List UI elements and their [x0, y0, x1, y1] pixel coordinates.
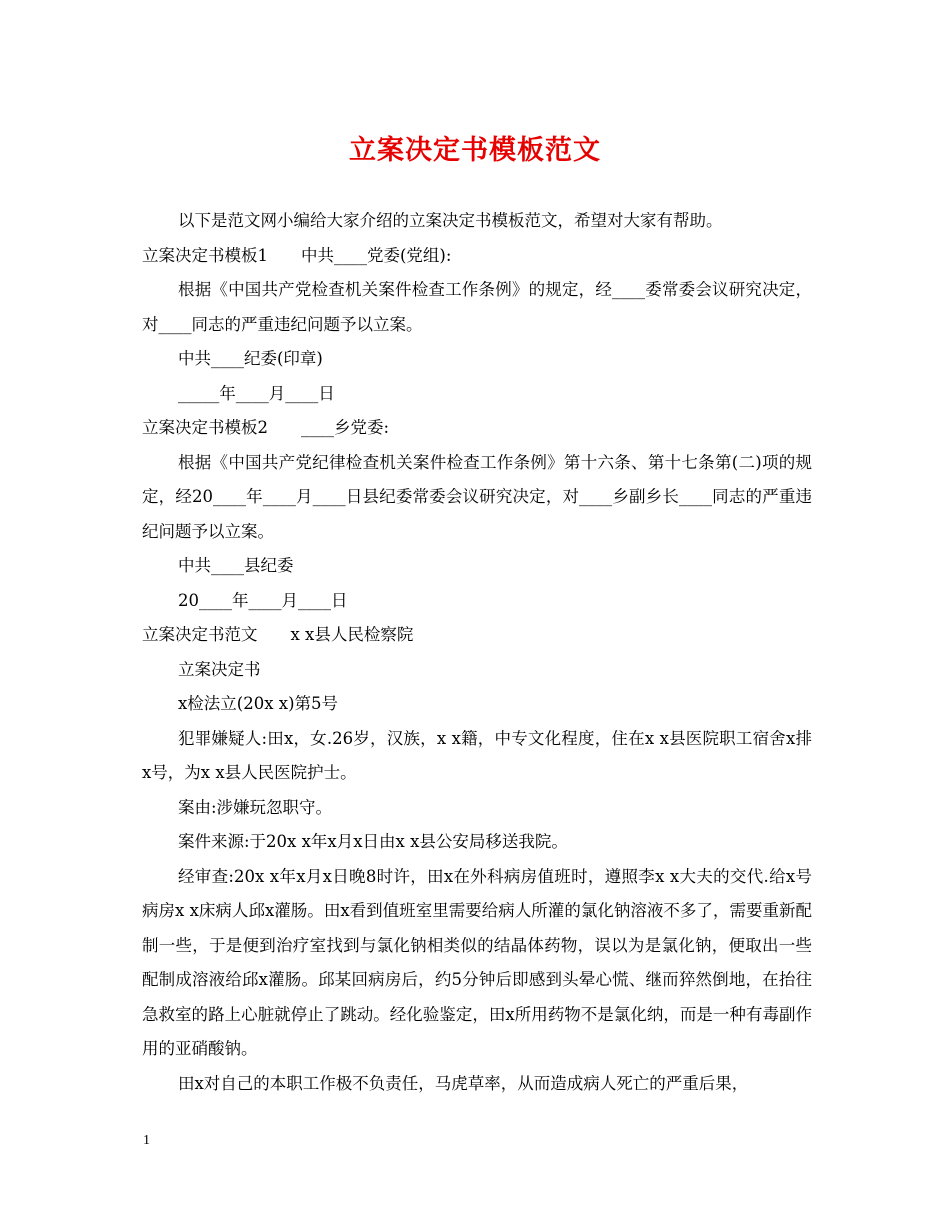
paragraph: x检法立(20x x)第5号	[178, 694, 339, 713]
paragraph: 田x对自己的本职工作极不负责任，马虎草率，从而造成病人死亡的严重后果，	[178, 1073, 749, 1093]
paragraph: 立案决定书	[178, 659, 261, 679]
document-body	[142, 204, 812, 1101]
paragraph: 根据《中国共产党检查机关案件检查工作条例》的规定，经____委常委会议研究决定，对____同志的严重违纪问题予以立案。	[142, 280, 812, 334]
paragraph: _____年____月____日	[178, 383, 335, 403]
document-title: 立案决定书模板范文	[349, 135, 601, 166]
paragraph: 案件来源:于20x x年x月x日由x x县公安局移送我院。	[178, 832, 568, 851]
paragraph: 立案决定书模板2 ____乡党委:	[142, 418, 390, 437]
paragraph: 立案决定书范文 x x县人民检察院	[142, 625, 414, 644]
paragraph: 以下是范文网小编给大家介绍的立案决定书模板范文，希望对大家有帮助。	[178, 211, 723, 230]
paragraph: 经审查:20x x年x月x日晚8时许，田x在外科病房值班时，遵照李x x大夫的交代.给x号病房x x床病人邱x灌肠。田x看到值班室里需要给病人所灌的氯化钠溶液不多了，需要重新配制一些，于是便到治疗室找到与氯化钠相类似的结晶体药物，误以为是氯化钠，便取出一些配制成溶液给邱x灌肠。邱某回病房后，约5分钟后即感到头晕心慌、继而猝然倒地，在抬往急救室的路上心脏就停止了跳动。经化验鉴定，田x所用药物不是氯化纳，而是一种有毒副作用的亚硝酸钠。	[142, 866, 812, 1058]
paragraph: 立案决定书模板1 中共____党委(党组):	[142, 245, 452, 265]
paragraph: 20____年____月____日	[178, 590, 348, 610]
paragraph: 犯罪嫌疑人:田x，女.26岁，汉族，x x籍，中专文化程度，住在x x县医院职工宿舍x排x号，为x x县人民医院护士。	[142, 728, 812, 782]
paragraph: 案由:涉嫌玩忽职守。	[178, 797, 333, 817]
paragraph: 根据《中国共产党纪律检查机关案件检查工作条例》第十六条、第十七条第(二)项的规定，经20____年____月____日县纪委常委会议研究决定，对____乡副乡长____同志的严重违纪问题予以立案。	[142, 452, 812, 541]
page-number: 1	[143, 1133, 150, 1148]
paragraph: 中共____纪委(印章)	[178, 349, 323, 368]
paragraph: 中共____县纪委	[178, 556, 294, 575]
